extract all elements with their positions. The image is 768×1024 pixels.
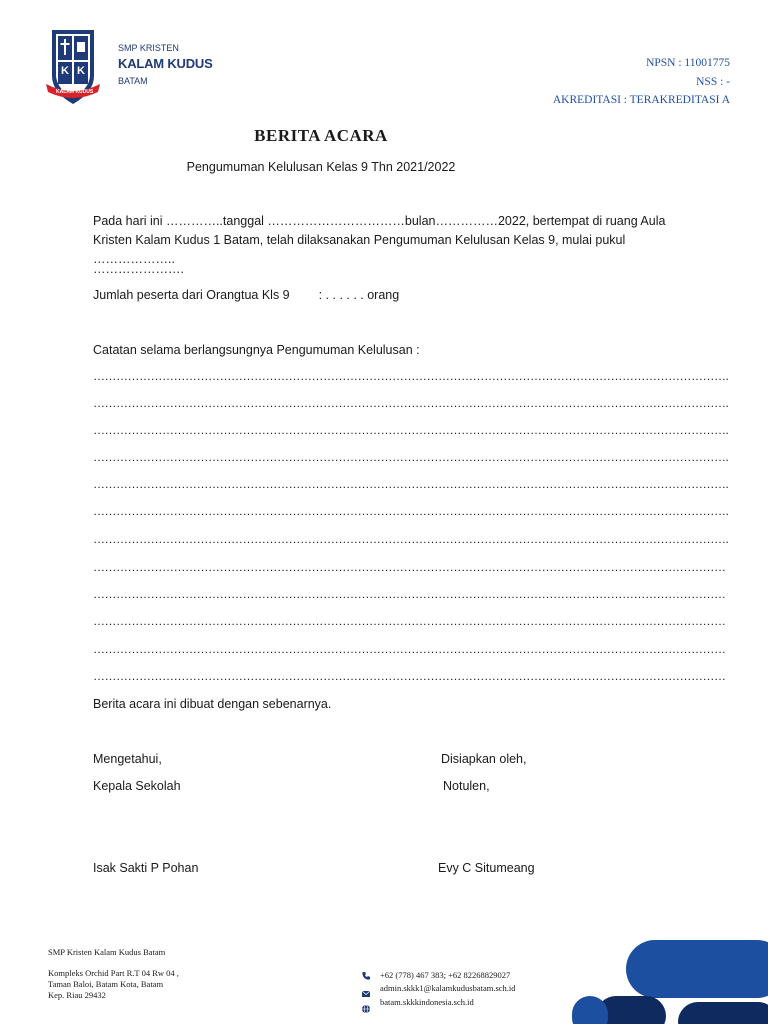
globe-icon [361,1004,371,1014]
school-logo [44,26,102,110]
closing-statement: Berita acara ini dibuat dengan sebenarnya. [93,697,332,711]
note-line: ………………………………………………………………………………………………………………………………………………… [93,560,726,574]
logo-letter-left: K [61,65,69,77]
note-line: ………………………………………………………………………………………………………………………………………………… [93,669,726,683]
note-line: …………………………………………………………………………………………………………………………………………………. [93,504,729,518]
right-signature-name: Evy C Situmeang [438,861,535,875]
note-line: …………………………………………………………………………………………………………………………………………………. [93,369,729,383]
right-signature-heading: Disiapkan oleh, [441,752,527,766]
note-line: …………………………………………………………………………………………………………………………………………………. [93,396,729,410]
footer-website: batam.skkkindonesia.sch.id [380,997,474,1007]
footer-email: admin.skkk1@kalamkudusbatam.sch.id [380,983,516,993]
note-line: …………………………………………………………………………………………………………………………………………………. [93,450,729,464]
opening-paragraph: Pada hari ini …………..tanggal ……………………………bulan……………2022, bertempat di ruang Aula Kristen Kalam Kudus 1 Batam, telah dilaksanakan Pengumuman Kelulusan Kelas 9, mulai pukul ……………….. [93,214,666,266]
participant-count-row [93,286,399,305]
notes-label: Catatan selama berlangsungnya Pengumuman Kelulusan : [93,343,420,357]
participant-count-value: : . . . . . . orang [318,288,400,302]
school-city: BATAM [118,76,148,86]
note-line: …………………………………………………………………………………………………………………………………………………. [93,423,729,437]
school-name: KALAM KUDUS [118,56,213,71]
akreditasi-text: AKREDITASI : TERAKREDITASI A [552,94,730,106]
time-blank: …………………. [93,262,184,276]
left-signature-role: Kepala Sekolah [93,779,181,793]
right-signature-role: Notulen, [443,779,490,793]
note-line: ………………………………………………………………………………………………………………………………………………… [93,642,726,656]
school-logo-icon [44,26,102,110]
logo-letter-right: K [77,65,85,77]
document-subtitle: Pengumuman Kelulusan Kelas 9 Thn 2021/2022 [186,160,456,174]
footer-school-name: SMP Kristen Kalam Kudus Batam [48,947,166,957]
footer-address-line: Kompleks Orchid Part R.T 04 Rw 04 , [48,968,179,978]
logo-ribbon-text: KALAM KUDUS [56,89,94,95]
npsn-text: NPSN : 11001775 [646,57,730,69]
footer-address [48,968,179,1001]
email-icon [361,989,371,999]
left-signature-heading: Mengetahui, [93,752,162,766]
note-line: ………………………………………………………………………………………………………………………………………………… [93,587,726,601]
document-title: BERITA ACARA [254,126,388,145]
note-line: ………………………………………………………………………………………………………………………………………………… [93,614,726,628]
school-type: SMP KRISTEN [118,43,179,53]
footer-phone: +62 (778) 467 383; +62 82268829027 [380,970,511,980]
footer-address-line: Kep. Riau 29432 [48,990,106,1000]
note-line: …………………………………………………………………………………………………………………………………………………. [93,477,729,491]
note-line: …………………………………………………………………………………………………………………………………………………. [93,532,729,546]
footer-address-line: Taman Baloi, Batam Kota, Batam [48,979,164,989]
participant-count-label: Jumlah peserta dari Orangtua Kls 9 [93,288,290,302]
left-signature-name: Isak Sakti P Pohan [93,861,199,875]
footer-decoration [560,930,768,1024]
phone-icon [361,971,371,981]
nss-text: NSS : - [696,76,730,88]
